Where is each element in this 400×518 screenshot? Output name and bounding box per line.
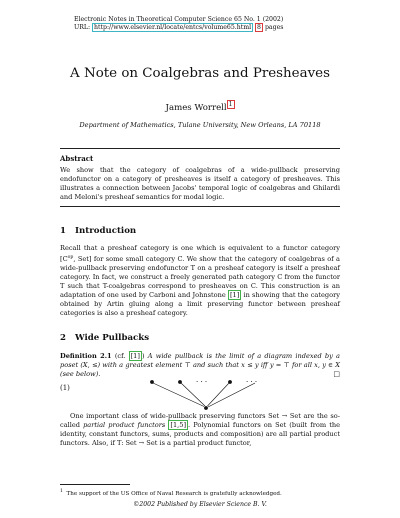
diagram-node <box>204 406 207 409</box>
abstract-top-rule <box>60 148 340 149</box>
citation-carboni-johnstone[interactable]: [1] <box>229 291 240 300</box>
partial-product-paragraph <box>60 412 340 448</box>
section-2-title: Wide Pullbacks <box>74 333 150 343</box>
section-1-heading <box>60 226 136 236</box>
abstract-text: We show that the category of coalgebras of a wide-pullback preserving endofunctor on a category of presheaves is itself a category of presheaves. This illustrates a connection between Jacobs' temporal logic of coalgebras and Ghilardi and Meloni's presheaf semantics for modal logic. <box>60 166 340 201</box>
footnote <box>60 488 340 498</box>
diagram-arrow <box>181 383 205 406</box>
citation-partial-products[interactable]: [1,5] <box>170 421 187 429</box>
journal-url-link[interactable]: http://www.elsevier.nl/locate/entcs/volume65.html <box>94 24 252 31</box>
author-footnote-link[interactable]: 1 <box>228 101 233 108</box>
diagram-arrow <box>208 383 230 406</box>
abstract-bottom-rule <box>60 206 340 207</box>
diagram-arrow <box>153 383 204 407</box>
wide-pullback-diagram <box>140 375 280 415</box>
abstract-heading: Abstract <box>60 154 94 163</box>
definition-citation[interactable]: [1] <box>130 352 140 360</box>
url-label: URL: <box>74 24 91 31</box>
op-superscript: op <box>67 255 74 260</box>
paper-title: A Note on Coalgebras and Presheaves <box>70 66 330 81</box>
journal-header <box>74 16 283 32</box>
author-name: James Worrell <box>165 102 227 113</box>
copyright-line: ©2002 Published by Elsevier Science B. V. <box>133 501 267 508</box>
introduction-paragraph <box>60 244 340 318</box>
intro-text-c: in showing that the category obtained by Artin gluing along a limit preserving functor between presheaf categories is also a presheaf category. <box>60 291 340 318</box>
def-cite-close: ) <box>141 352 145 360</box>
equation-label: (1) <box>60 384 70 392</box>
qed-symbol: □ <box>333 370 340 378</box>
section-2-heading <box>60 333 149 343</box>
section-1-title: Introduction <box>74 226 137 236</box>
journal-url-line <box>74 24 283 32</box>
journal-name: Electronic Notes in Theoretical Computer Science 65 No. 1 (2002) <box>74 16 284 23</box>
pages-suffix: pages <box>264 24 284 31</box>
page-count[interactable]: 8 <box>257 24 261 31</box>
author-affiliation: Department of Mathematics, Tulane University, New Orleans, LA 70118 <box>79 121 321 129</box>
author-line <box>0 101 400 113</box>
definition-label: Definition 2.1 <box>60 352 112 360</box>
intro-text-a: Recall that a presheaf category is one which is equivalent to a functor category [C <box>60 244 340 264</box>
section-2-number: 2 <box>60 333 66 343</box>
diagram-dots: · · · <box>246 378 258 386</box>
diagram-dots: · · · <box>196 378 208 386</box>
def-cite-open: (cf. <box>114 352 129 360</box>
para-text-b: . Polynomial functors on Set (built from the identity, constant functors, sums, products and composition) are all partial product functors. Also, if T: Set → Set is a partial product functor, <box>60 421 340 447</box>
footnote-text: The support of the US Office of Naval Research is gratefully acknowledged. <box>66 490 282 497</box>
section-1-number: 1 <box>60 226 66 236</box>
diagram-arrow <box>208 383 255 407</box>
para-text-a: One important class of wide-pullback preserving functors Set → Set are the so-called <box>60 412 340 429</box>
intro-text-b: , Set] for some small category C. We show that the category of coalgebras of a wide-pullback preserving endofunctor T on a presheaf category is itself a presheaf category. In fact, we construct a freely generated path category C from the functor T such that T-coalgebras correspond to presheaves on C. This construction is an adaptation of one used by Carboni and Johnstone <box>60 255 340 300</box>
footnote-rule <box>60 484 130 485</box>
footnote-mark: 1 <box>60 489 63 494</box>
para-emphasis: partial product functors <box>83 421 166 429</box>
definition-text: A wide pullback is the limit of a diagram indexed by a poset (X, ≤) with a greatest element ⊤ and such that x ≤ y iff y = ⊤ for all x, y ∈ X (see below). <box>60 352 340 378</box>
